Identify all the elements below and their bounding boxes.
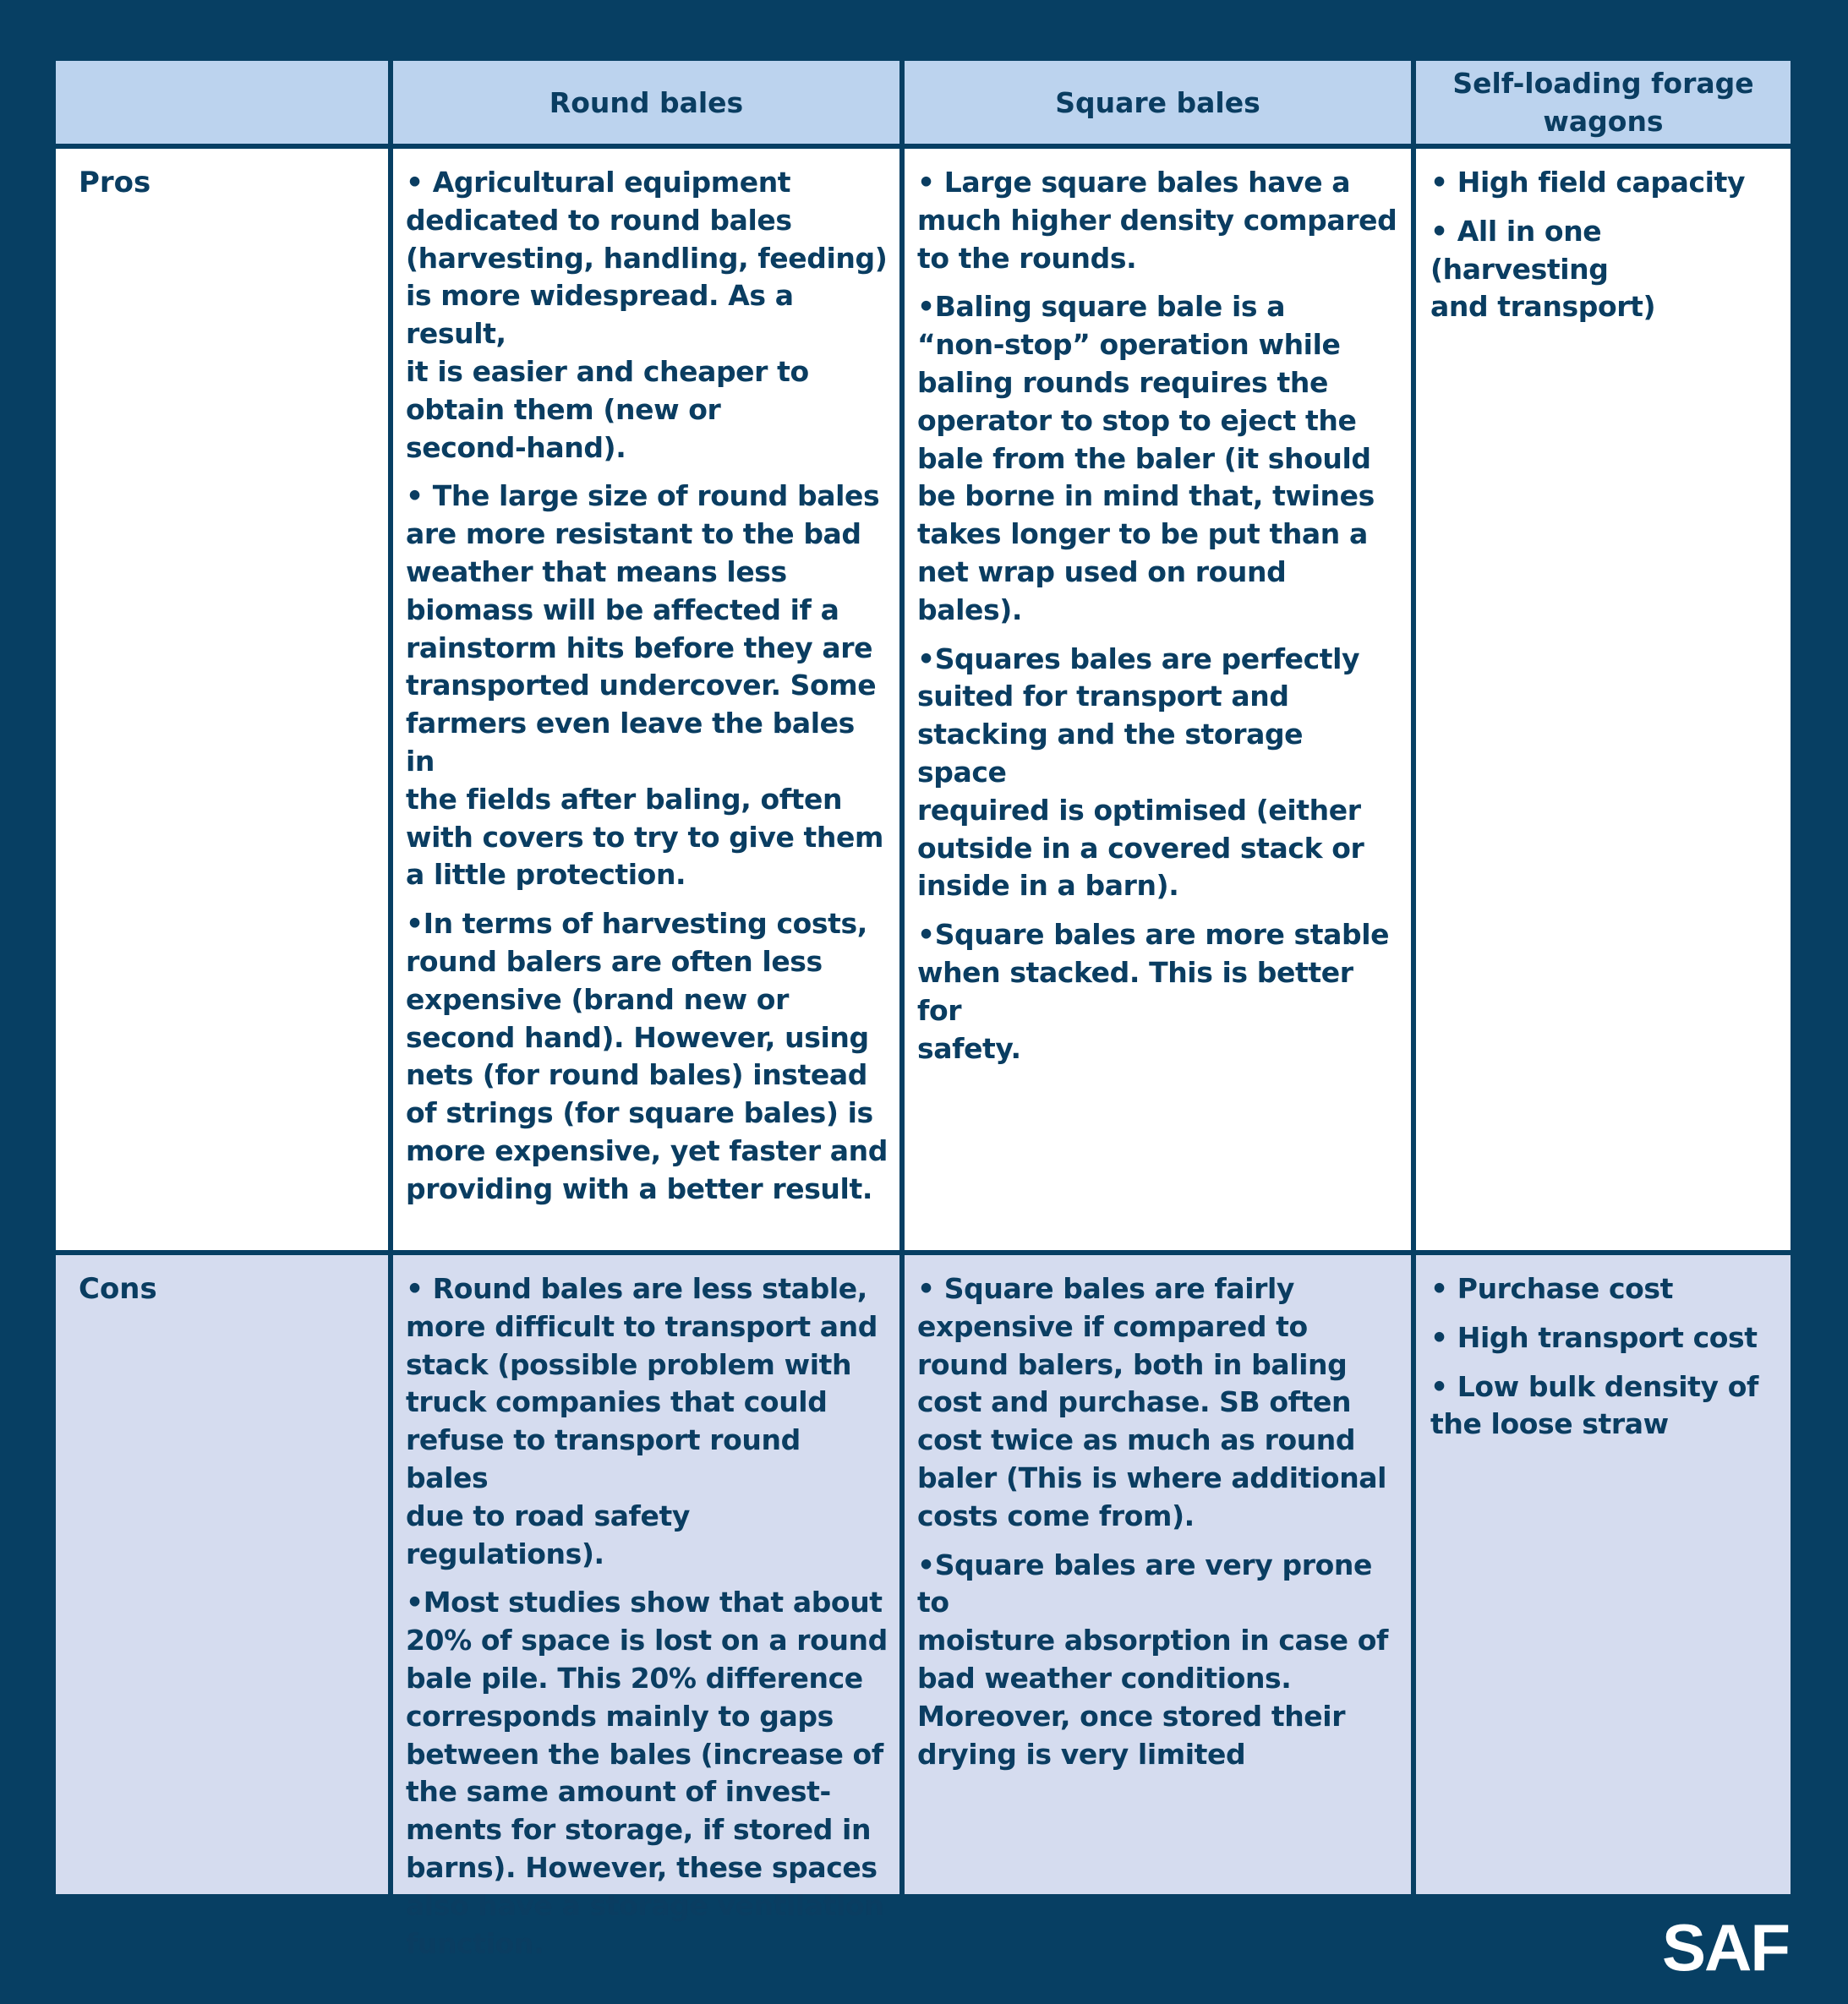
header-round-bales: Round bales bbox=[393, 61, 899, 144]
pros-square-item: • Large square bales have a much higher density compared to the rounds. bbox=[917, 166, 1397, 275]
header-square-bales: Square bales bbox=[905, 61, 1411, 144]
cons-square-item: •Square bales are very prone to moisture absorption in case of bad weather conditions. Moreover, once stored their drying is very limited bbox=[917, 1548, 1388, 1771]
cons-wagons-item: • Purchase cost bbox=[1430, 1272, 1674, 1305]
pros-round-item: •In terms of harvesting costs, round balers are often less expensive (brand new or second hand). However, using nets (for round bales) instead of strings (for square bales) is more expensive, yet faster and providing with a better result. bbox=[406, 907, 888, 1205]
cons-square-item: • Square bales are fairly expensive if compared to round balers, both in baling cost and purchase. SB often cost twice as much as round baler (This is where additional costs come from). bbox=[917, 1272, 1387, 1532]
pros-round-item: • Agricultural equipment dedicated to round bales (harvesting, handling, feeding) is more widespread. As a result, it is easier and cheaper to obtain them (new or second-hand). bbox=[406, 166, 888, 464]
pros-square-item: •Baling square bale is a “non-stop” operation while baling rounds requires the operator to stop to eject the bale from the baler (it should be borne in mind that, twines takes longer to be put than a net wrap used on round bales). bbox=[917, 290, 1375, 626]
row-label-cons: Cons bbox=[56, 1255, 388, 1894]
cons-wagons-cell bbox=[1416, 1255, 1791, 1894]
pros-wagons-item: • All in one (harvesting and transport) bbox=[1430, 214, 1656, 324]
row-label-pros: Pros bbox=[56, 149, 388, 1250]
header-wagons-text: Self-loading forage wagons bbox=[1452, 67, 1754, 138]
header-self-loading-wagons bbox=[1416, 61, 1791, 144]
pros-square-cell bbox=[905, 149, 1411, 1250]
pros-wagons-cell bbox=[1416, 149, 1791, 1250]
saf-logo: SAF bbox=[1662, 1910, 1789, 1985]
pros-square-item: •Squares bales are perfectly suited for transport and stacking and the storage space required is optimised (either outside in a covered stack or inside in a barn). bbox=[917, 642, 1364, 903]
cons-wagons-item: • Low bulk density of the loose straw bbox=[1430, 1369, 1758, 1441]
cons-wagons-item: • High transport cost bbox=[1430, 1320, 1758, 1354]
cons-round-item: •Most studies show that about 20% of space is lost on a round bale pile. This 20% difference corresponds mainly to gaps between the bales (increase of the same amount of invest- ments for storage, if stored in barns). However, these spaces also have a storage ventilation function. bbox=[406, 1586, 888, 1960]
pros-square-item: •Square bales are more stable when stacked. This is better for safety. bbox=[917, 918, 1390, 1065]
comparison-table bbox=[56, 61, 1791, 1960]
header-empty bbox=[56, 61, 388, 144]
pros-round-cell bbox=[393, 149, 899, 1250]
cons-round-item: • Round bales are less stable, more difficult to transport and stack (possible problem with truck companies that could refuse to transport round bales due to road safety regulations). bbox=[406, 1272, 878, 1570]
pros-round-item: • The large size of round bales are more resistant to the bad weather that means less biomass will be affected if a rainstorm hits before they are transported undercover. Some farmers even leave the bales in the fields after baling, often with covers to try to give them a little protection. bbox=[406, 479, 883, 892]
cons-round-cell bbox=[393, 1255, 899, 1960]
pros-wagons-item: • High field capacity bbox=[1430, 166, 1746, 199]
cons-square-cell bbox=[905, 1255, 1411, 1894]
